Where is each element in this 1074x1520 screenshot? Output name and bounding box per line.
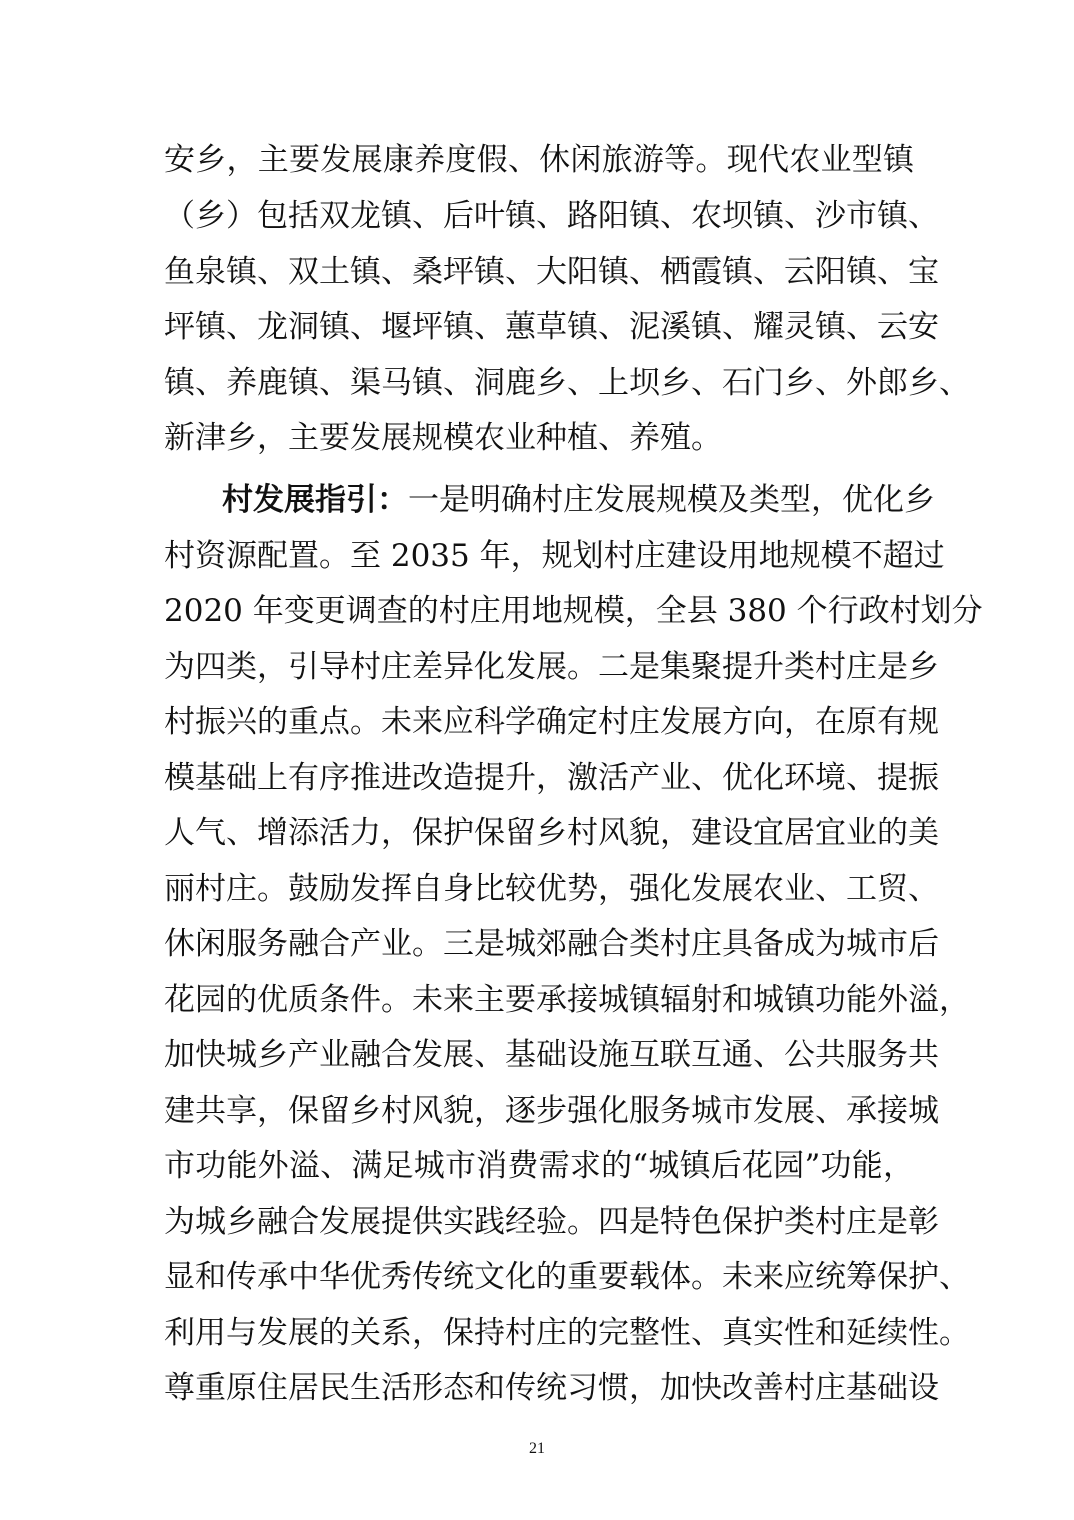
paragraph-2-line-10: 花园的优质条件。未来主要承接城镇辐射和城镇功能外溢， [164, 982, 970, 1018]
paragraph-2-line-7: 人气、增添活力，保护保留乡村风貌，建设宜居宜业的美 [164, 815, 939, 851]
paragraph-2-line-1-text: 一是明确村庄发展规模及类型，优化乡 [408, 482, 935, 518]
paragraph-2-line-1 [222, 475, 935, 525]
paragraph-1-line-4: 坪镇、龙洞镇、堰坪镇、蕙草镇、泥溪镇、耀灵镇、云安 [164, 309, 939, 345]
paragraph-1-line-5: 镇、养鹿镇、渠马镇、洞鹿乡、上坝乡、石门乡、外郎乡、 [164, 365, 970, 401]
paragraph-2-line-17: 尊重原住居民生活形态和传统习惯，加快改善村庄基础设 [164, 1370, 939, 1406]
paragraph-2-line-3: 2020 年变更调查的村庄用地规模，全县 380 个行政村划分 [164, 593, 983, 629]
paragraph-2-line-16: 利用与发展的关系，保持村庄的完整性、真实性和延续性。 [164, 1315, 970, 1351]
paragraph-2-line-8: 丽村庄。鼓励发挥自身比较优势，强化发展农业、工贸、 [164, 871, 939, 907]
paragraph-2-line-9: 休闲服务融合产业。三是城郊融合类村庄具备成为城市后 [164, 926, 939, 962]
paragraph-2-line-5: 村振兴的重点。未来应科学确定村庄发展方向，在原有规 [164, 704, 939, 740]
paragraph-2-line-14: 为城乡融合发展提供实践经验。四是特色保护类村庄是彰 [164, 1204, 939, 1240]
paragraph-2-line-4: 为四类，引导村庄差异化发展。二是集聚提升类村庄是乡 [164, 649, 939, 685]
paragraph-2-line-2: 村资源配置。至 2035 年，规划村庄建设用地规模不超过 [164, 538, 945, 574]
paragraph-2-line-15: 显和传承中华优秀传统文化的重要载体。未来应统筹保护、 [164, 1259, 970, 1295]
paragraph-1-line-6: 新津乡，主要发展规模农业种植、养殖。 [164, 420, 722, 456]
paragraph-2-heading: 村发展指引： [222, 482, 408, 518]
paragraph-1-line-1: 安乡，主要发展康养度假、休闲旅游等。现代农业型镇 [164, 142, 914, 178]
paragraph-1-line-3: 鱼泉镇、双土镇、桑坪镇、大阳镇、栖霞镇、云阳镇、宝 [164, 254, 939, 290]
paragraph-1-line-2: （乡）包括双龙镇、后叶镇、路阳镇、农坝镇、沙市镇、 [164, 198, 939, 234]
paragraph-2-line-11: 加快城乡产业融合发展、基础设施互联互通、公共服务共 [164, 1037, 939, 1073]
page-number: 21 [529, 1440, 545, 1457]
paragraph-2-line-12: 建共享，保留乡村风貌，逐步强化服务城市发展、承接城 [164, 1093, 939, 1129]
paragraph-2-line-6: 模基础上有序推进改造提升，激活产业、优化环境、提振 [164, 760, 939, 796]
paragraph-2-line-13: 市功能外溢、满足城市消费需求的“城镇后花园”功能， [164, 1148, 914, 1184]
